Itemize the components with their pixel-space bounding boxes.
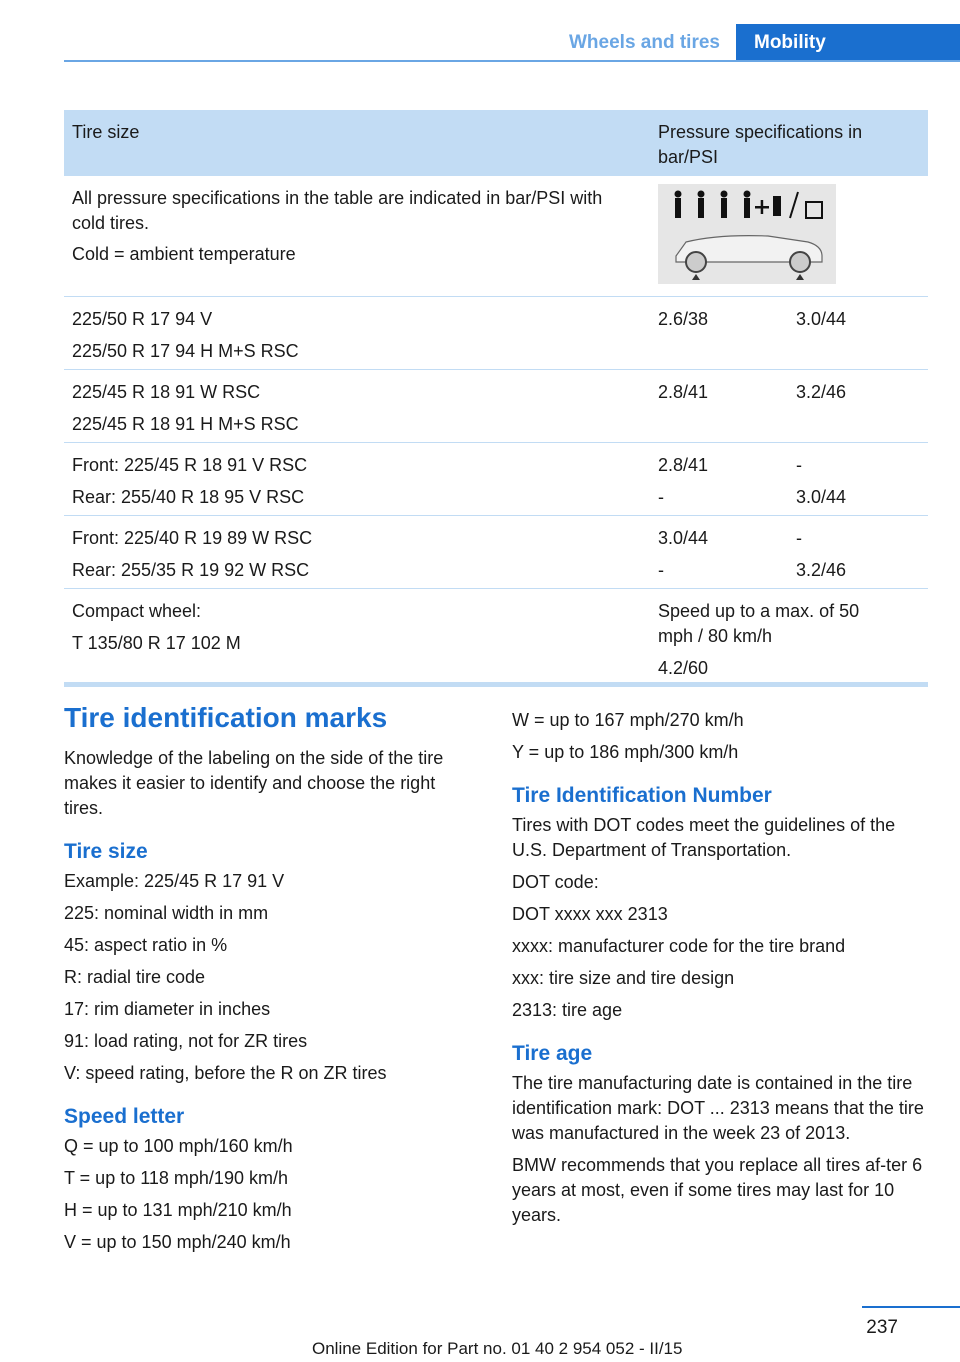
- size-line: 45: aspect ratio in %: [64, 935, 228, 955]
- pressure-compact: 4.2/60: [658, 658, 709, 678]
- size-line: Example: 225/45 R 17 91 V: [64, 871, 285, 891]
- car-load-icon: [658, 184, 836, 284]
- compact-wheel-speed: Speed up to a max. of 50 mph / 80 km/h: [658, 601, 860, 646]
- tire-size: Front: 225/45 R 18 91 V RSC: [72, 455, 308, 475]
- size-line: 91: load rating, not for ZR tires: [64, 1031, 308, 1051]
- speed-line: Y = up to 186 mph/300 km/h: [512, 742, 739, 762]
- pressure-normal: 2.8/41: [658, 455, 709, 475]
- pressure-normal: 2.6/38: [658, 309, 709, 329]
- tire-size: Rear: 255/40 R 18 95 V RSC: [72, 487, 305, 507]
- header-tire-size: Tire size: [72, 122, 140, 142]
- chapter-tab: Mobility: [736, 24, 960, 62]
- tin-line: DOT code:: [512, 872, 599, 892]
- pressure-loaded: 3.2/46: [796, 560, 847, 580]
- speed-letter-heading: Speed letter: [64, 1105, 185, 1128]
- speed-line: T = up to 118 mph/190 km/h: [64, 1168, 288, 1188]
- tire-pressure-table: [64, 110, 928, 685]
- tire-size: 225/45 R 18 91 W RSC: [72, 382, 261, 402]
- tin-line: xxx: tire size and tire design: [512, 968, 735, 988]
- pressure-loaded: -: [796, 455, 802, 475]
- tire-size: Rear: 255/35 R 19 92 W RSC: [72, 560, 310, 580]
- table-row: [64, 516, 928, 589]
- age-line: BMW recommends that you replace all tires af‐ter 6 years at most, even if some tires may last for 10 years.: [512, 1155, 923, 1225]
- tire-size: Front: 225/40 R 19 89 W RSC: [72, 528, 313, 548]
- note-text: Cold = ambient temperature: [72, 244, 296, 264]
- speed-line: V = up to 150 mph/240 km/h: [64, 1232, 291, 1252]
- edition-text: Online Edition for Part no. 01 40 2 954 052 - II/15: [312, 1339, 683, 1358]
- pressure-normal: 3.0/44: [658, 528, 709, 548]
- tire-size: 225/50 R 17 94 V: [72, 309, 213, 329]
- tin-line: 2313: tire age: [512, 1000, 623, 1020]
- page-number: 237: [866, 1317, 898, 1338]
- size-line: R: radial tire code: [64, 967, 206, 987]
- table-row-note: [64, 176, 928, 297]
- speed-line: W = up to 167 mph/270 km/h: [512, 710, 744, 730]
- tire-size: 225/45 R 18 91 H M+S RSC: [72, 414, 299, 434]
- table-bottom-rule: [64, 682, 928, 687]
- size-line: V: speed rating, before the R on ZR tires: [64, 1063, 387, 1083]
- header-rule: [64, 60, 960, 62]
- note-text: All pressure specifications in the table are indicated in bar/PSI with cold tires.: [72, 188, 603, 233]
- header-pressure: Pressure specifications in bar/PSI: [658, 122, 863, 167]
- intro-text: Knowledge of the labeling on the side of the tire makes it easier to identify and choose the right tires.: [64, 748, 444, 818]
- age-line: The tire manufacturing date is contained in the tire identification mark: DOT ... 2313 means that the tire was manufactured in the week 23 of 2013.: [512, 1073, 924, 1143]
- table-row: [64, 297, 928, 370]
- pressure-loaded: 3.0/44: [796, 309, 847, 329]
- pressure-loaded: 3.0/44: [796, 487, 847, 507]
- speed-line: Q = up to 100 mph/160 km/h: [64, 1136, 293, 1156]
- left-column: [64, 700, 474, 1262]
- right-column: [512, 708, 932, 1235]
- tire-size: T 135/80 R 17 102 M: [72, 633, 241, 653]
- tire-size-heading: Tire size: [64, 840, 148, 863]
- tire-size: Compact wheel:: [72, 601, 202, 621]
- pressure-normal: -: [658, 560, 664, 580]
- section-title: Wheels and tires: [569, 32, 720, 53]
- tin-line: Tires with DOT codes meet the guidelines of the U.S. Department of Transportation.: [512, 815, 896, 860]
- tire-age-heading: Tire age: [512, 1042, 593, 1065]
- pressure-loaded: 3.2/46: [796, 382, 847, 402]
- tin-line: xxxx: manufacturer code for the tire brand: [512, 936, 846, 956]
- page-title: Tire identification marks: [64, 702, 388, 733]
- pressure-normal: -: [658, 487, 664, 507]
- pressure-normal: 2.8/41: [658, 382, 709, 402]
- tin-line: DOT xxxx xxx 2313: [512, 904, 668, 924]
- table-row: [64, 443, 928, 516]
- size-line: 17: rim diameter in inches: [64, 999, 271, 1019]
- tin-heading: Tire Identification Number: [512, 784, 772, 807]
- table-row: [64, 370, 928, 443]
- pressure-loaded: -: [796, 528, 802, 548]
- speed-line: H = up to 131 mph/210 km/h: [64, 1200, 292, 1220]
- load-pictogram: [658, 184, 836, 284]
- table-row: [64, 589, 928, 685]
- footer-rule: [862, 1306, 960, 1308]
- table-header: [64, 110, 928, 176]
- size-line: 225: nominal width in mm: [64, 903, 269, 923]
- tire-size: 225/50 R 17 94 H M+S RSC: [72, 341, 299, 361]
